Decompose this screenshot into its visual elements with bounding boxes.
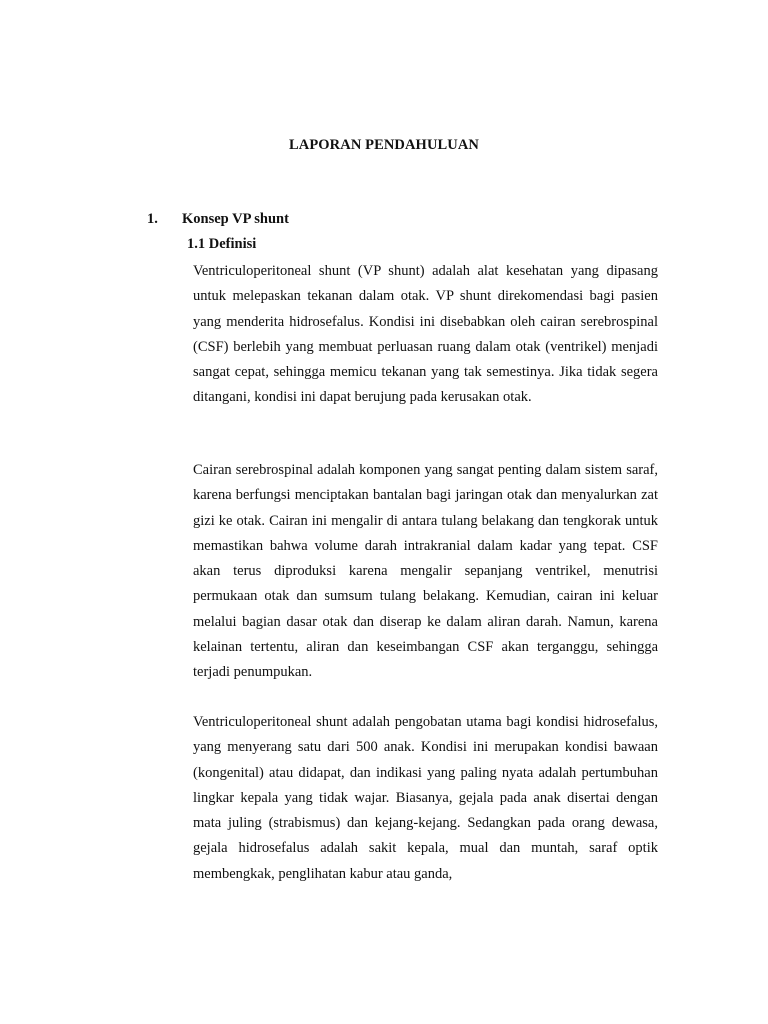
- subsection-heading: 1.1 Definisi: [187, 236, 257, 252]
- paragraph-treatment: Ventriculoperitoneal shunt adalah pengobatan utama bagi kondisi hidrosefalus, yang menyerang satu dari 500 anak. Kondisi ini merupakan kondisi bawaan (kongenital) atau didapat, dan indikasi yang paling nyata adalah pertumbuhan lingkar kepala yang tidak wajar. Biasanya, gejala pada anak disertai dengan mata juling (strabismus) dan kejang-kejang. Sedangkan pada orang dewasa, gejala hidrosefalus adalah sakit kepala, mual dan muntah, saraf optik membengkak, penglihatan kabur atau ganda,: [193, 714, 658, 882]
- document-title: LAPORAN PENDAHULUAN: [289, 137, 479, 153]
- section-title: Konsep VP shunt: [182, 211, 289, 227]
- section-number: 1.: [147, 211, 158, 227]
- section-heading: [147, 211, 289, 228]
- paragraph-definition: Ventriculoperitoneal shunt (VP shunt) adalah alat kesehatan yang dipasang untuk melepaskan tekanan dalam otak. VP shunt direkomendasi bagi pasien yang menderita hidrosefalus. Kondisi ini disebabkan oleh cairan serebrospinal (CSF) berlebih yang membuat perluasan ruang dalam otak (ventrikel) menjadi sangat cepat, sehingga memicu tekanan yang tak semestinya. Jika tidak segera ditangani, kondisi ini dapat berujung pada kerusakan otak.: [193, 263, 658, 406]
- paragraph-csf: Cairan serebrospinal adalah komponen yang sangat penting dalam sistem saraf, karena berfungsi menciptakan bantalan bagi jaringan otak dan menyalurkan zat gizi ke otak. Cairan ini mengalir di antara tulang belakang dan tengkorak untuk memastikan bahwa volume darah intrakranial dalam kadar yang tepat. CSF akan terus diproduksi karena mengalir sepanjang ventrikel, menutrisi permukaan otak dan sumsum tulang belakang. Kemudian, cairan ini keluar melalui bagian dasar otak dan diserap ke dalam aliran darah. Namun, karena kelainan tertentu, aliran dan keseimbangan CSF akan terganggu, sehingga terjadi penumpukan.: [193, 462, 658, 681]
